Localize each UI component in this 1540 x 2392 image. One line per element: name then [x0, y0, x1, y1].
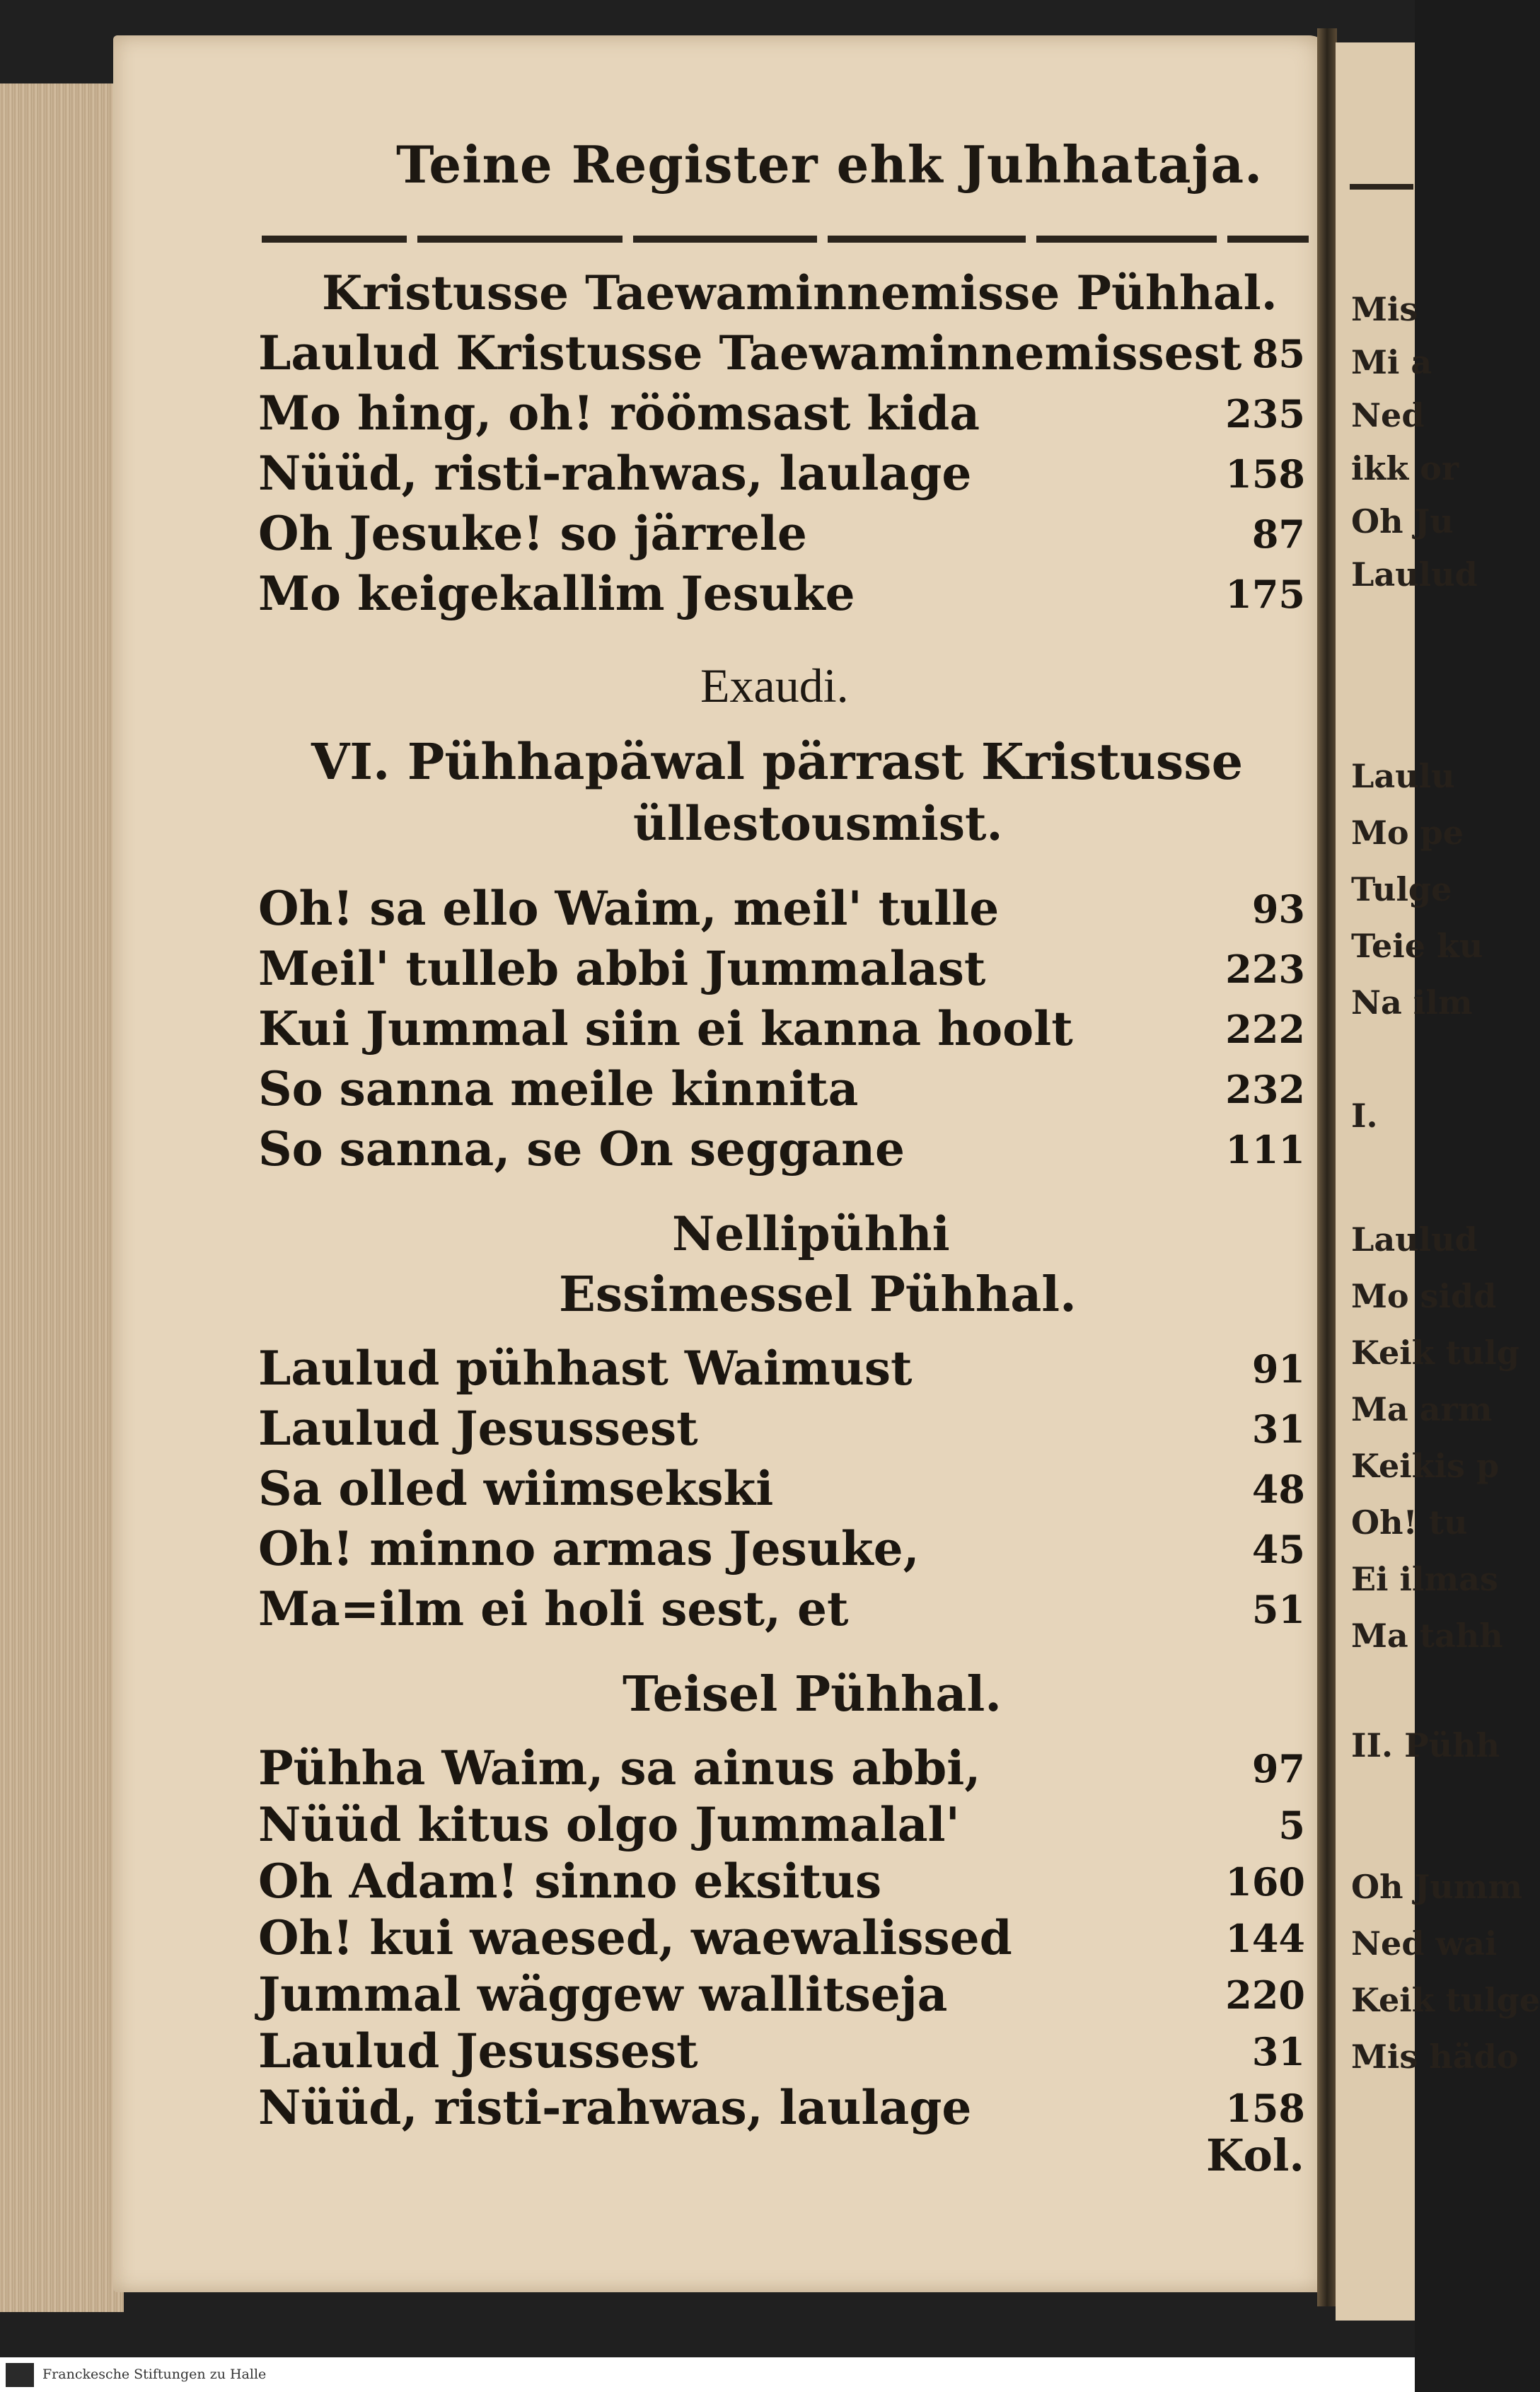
- entry-title: So sanna meile kinnita: [258, 1061, 859, 1116]
- index-entry: [258, 1967, 1305, 2023]
- entry-title: Jummal wäggew wallitseja: [258, 1967, 948, 2022]
- section-title: Kristusse Taewaminnemisse Pühhal.: [322, 265, 1278, 320]
- facing-page-line: Oh Jumm: [1351, 1868, 1523, 1906]
- facing-page-line: Ma tahh: [1351, 1617, 1503, 1655]
- header-rule: [262, 236, 1309, 244]
- facing-page-line: II. Pühh: [1351, 1726, 1500, 1764]
- index-entry: [258, 506, 1305, 562]
- facing-page-line: Ned: [1351, 396, 1425, 434]
- entry-page: 48: [1251, 1467, 1305, 1512]
- facing-page-line: Mis hädo: [1351, 2038, 1519, 2076]
- entry-page: 160: [1225, 1859, 1305, 1905]
- entry-title: Oh Jesuke! so järrele: [258, 506, 807, 561]
- facing-page-line: Oh! tu: [1351, 1503, 1468, 1542]
- index-entry: [258, 2080, 1305, 2137]
- index-entry: [258, 1740, 1305, 1797]
- entry-page: 5: [1278, 1803, 1305, 1848]
- entry-page: 158: [1225, 2086, 1305, 2131]
- entry-page: 220: [1225, 1972, 1305, 2018]
- entry-title: Laulud Kristusse Taewaminnemissest: [258, 325, 1242, 381]
- index-entry: [258, 1401, 1305, 1457]
- entry-title: Mo keigekallim Jesuke: [258, 566, 855, 621]
- section-title: Teisel Pühhal.: [623, 1666, 1002, 1723]
- entry-title: Mo hing, oh! röömsast kida: [258, 386, 980, 441]
- entry-title: Nüüd, risti-rahwas, laulage: [258, 2080, 972, 2135]
- facing-page-line: Laulud: [1351, 1220, 1478, 1259]
- entry-page: 235: [1225, 391, 1305, 437]
- entry-page: 111: [1225, 1127, 1305, 1172]
- facing-page-line: Oh Ju: [1351, 502, 1454, 541]
- entry-page: 91: [1251, 1346, 1305, 1392]
- facing-page-line: Keik tulg: [1351, 1334, 1519, 1372]
- entry-page: 31: [1251, 1406, 1305, 1452]
- index-entry: [258, 1061, 1305, 1118]
- book-gutter: [1317, 28, 1337, 2306]
- index-entry: [258, 1001, 1305, 1058]
- index-entry: [258, 325, 1305, 382]
- facing-page-line: Ned wai: [1351, 1924, 1498, 1963]
- entry-page: 175: [1225, 572, 1305, 617]
- section-title: Nellipühhi: [672, 1206, 950, 1261]
- index-entry: [258, 1581, 1305, 1638]
- entry-title: Sa olled wiimsekski: [258, 1461, 774, 1516]
- entry-title: Meil' tulleb abbi Jummalast: [258, 941, 986, 996]
- facing-page-line: Mi a: [1351, 343, 1432, 381]
- facing-page-rule: [1350, 184, 1413, 190]
- facing-page-line: Teie ku: [1351, 927, 1483, 965]
- entry-title: Kui Jummal siin ei kanna hoolt: [258, 1001, 1073, 1056]
- index-entry: [258, 386, 1305, 442]
- entry-title: Laulud pühhast Waimust: [258, 1341, 913, 1396]
- entry-title: Oh! kui waesed, waewalissed: [258, 1910, 1012, 1965]
- entry-title: Oh! sa ello Waim, meil' tulle: [258, 881, 1000, 936]
- facing-page-line: Laulud: [1351, 555, 1478, 594]
- entry-page: 97: [1251, 1746, 1305, 1791]
- facing-page-line: Ma arm: [1351, 1390, 1493, 1428]
- institution-logo-icon: [6, 2363, 34, 2387]
- entry-page: 223: [1225, 947, 1305, 992]
- facing-page-line: ikk or: [1351, 449, 1459, 487]
- section-title: Exaudi.: [700, 659, 849, 712]
- index-entry: [258, 446, 1305, 502]
- entry-page: 87: [1251, 512, 1305, 557]
- facing-page-line: Tulge: [1351, 870, 1452, 908]
- entry-page: 45: [1251, 1527, 1305, 1572]
- entry-page: 51: [1251, 1587, 1305, 1632]
- index-entry: [258, 941, 1305, 998]
- index-entry: [258, 1854, 1305, 1910]
- entry-page: 93: [1251, 886, 1305, 932]
- facing-page-line: Na ilm: [1351, 983, 1473, 1022]
- index-entry: [258, 1521, 1305, 1578]
- index-entry: [258, 2023, 1305, 2080]
- entry-title: Laulud Jesussest: [258, 1401, 698, 1456]
- entry-page: 85: [1251, 331, 1305, 376]
- facing-page-line: I.: [1351, 1097, 1378, 1135]
- entry-title: Ma=ilm ei holi sest, et: [258, 1581, 849, 1636]
- catchword: Kol.: [1206, 2130, 1305, 2181]
- facing-page: [1336, 42, 1540, 2321]
- entry-title: Laulud Jesussest: [258, 2023, 698, 2079]
- entry-page: 232: [1225, 1067, 1305, 1112]
- book-page-edges: [0, 83, 124, 2312]
- page-header: Teine Register ehk Juhhataja.: [396, 134, 1263, 195]
- entry-title: Nüüd kitus olgo Jummalal': [258, 1797, 960, 1852]
- entry-title: Pühha Waim, sa ainus abbi,: [258, 1740, 981, 1796]
- facing-page-line: Ei ilmas: [1351, 1560, 1498, 1598]
- entry-page: 158: [1225, 451, 1305, 497]
- entry-page: 222: [1225, 1007, 1305, 1052]
- index-entry: [258, 1341, 1305, 1397]
- index-entry: [258, 1797, 1305, 1854]
- entry-page: 31: [1251, 2029, 1305, 2074]
- entry-title: So sanna, se On seggane: [258, 1121, 905, 1177]
- index-entry: [258, 1910, 1305, 1967]
- index-entry: [258, 881, 1305, 937]
- index-entry: [258, 566, 1305, 623]
- entry-page: 144: [1225, 1916, 1305, 1961]
- entry-title: Oh! minno armas Jesuke,: [258, 1521, 920, 1576]
- footer-bar: [0, 2357, 1415, 2392]
- entry-title: Nüüd, risti-rahwas, laulage: [258, 446, 972, 501]
- section-title: Essimessel Pühhal.: [559, 1266, 1077, 1323]
- facing-page-line: Laulu: [1351, 757, 1455, 795]
- facing-page-line: Mo sidd: [1351, 1277, 1497, 1315]
- index-entry: [258, 1121, 1305, 1178]
- section-title: üllestousmist.: [633, 796, 1003, 851]
- facing-page-line: Keikis p: [1351, 1447, 1500, 1485]
- facing-page-line: Mis: [1351, 290, 1418, 328]
- facing-page-line: Keik tulge: [1351, 1981, 1540, 2019]
- index-entry: [258, 1461, 1305, 1518]
- facing-page-line: Mo pe: [1351, 814, 1464, 852]
- entry-title: Oh Adam! sinno eksitus: [258, 1854, 882, 1909]
- section-title: VI. Pühhapäwal pärrast Kristusse: [311, 732, 1244, 791]
- footer-credit: Franckesche Stiftungen zu Halle: [42, 2367, 267, 2382]
